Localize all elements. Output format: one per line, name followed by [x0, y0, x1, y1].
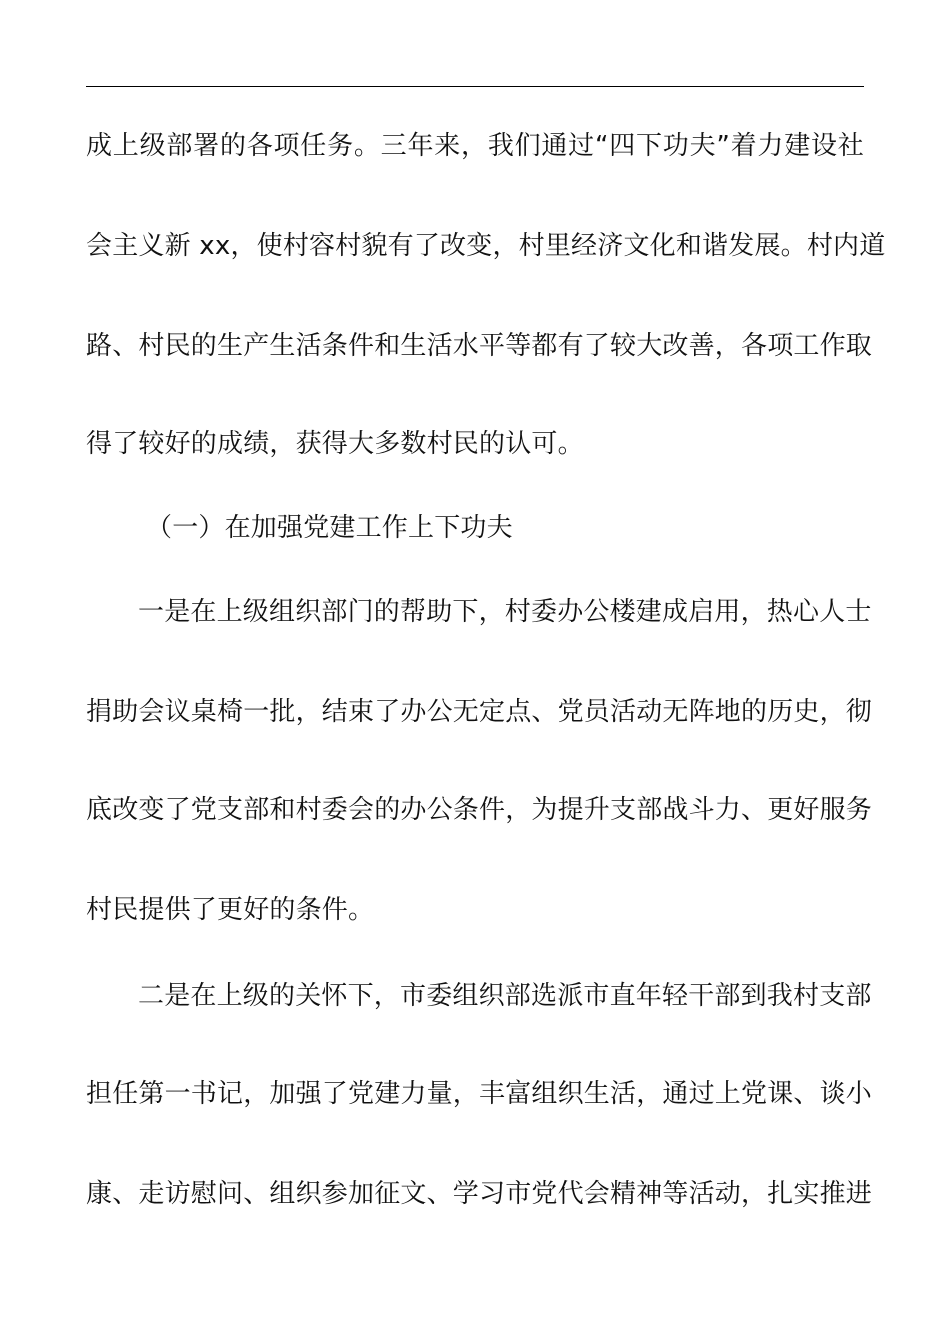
- paragraph-line: 会主义新 xx，使村容村貌有了改变，村里经济文化和谐发展。村内道: [86, 231, 886, 261]
- paragraph-line: 康、走访慰问、组织参加征文、学习市党代会精神等活动，扎实推进: [86, 1179, 873, 1209]
- paragraph-line: 成上级部署的各项任务。三年来，我们通过“四下功夫”着力建设社: [86, 131, 864, 161]
- paragraph-line: 担任第一书记，加强了党建力量，丰富组织生活，通过上党课、谈小: [86, 1079, 873, 1109]
- paragraph-line: 路、村民的生产生活条件和生活水平等都有了较大改善，各项工作取: [86, 331, 873, 361]
- paragraph-line: 底改变了党支部和村委会的办公条件，为提升支部战斗力、更好服务: [86, 795, 873, 825]
- paragraph-line: 二是在上级的关怀下，市委组织部选派市直年轻干部到我村支部: [138, 981, 872, 1011]
- paragraph-line: 得了较好的成绩，获得大多数村民的认可。: [86, 429, 584, 459]
- header-rule: [86, 86, 864, 87]
- paragraph-line: 捐助会议桌椅一批，结束了办公无定点、党员活动无阵地的历史，彻: [86, 697, 873, 727]
- section-heading: （一）在加强党建工作上下功夫: [146, 513, 513, 543]
- paragraph-line: 一是在上级组织部门的帮助下，村委办公楼建成启用，热心人士: [138, 597, 872, 627]
- paragraph-line: 村民提供了更好的条件。: [86, 895, 375, 925]
